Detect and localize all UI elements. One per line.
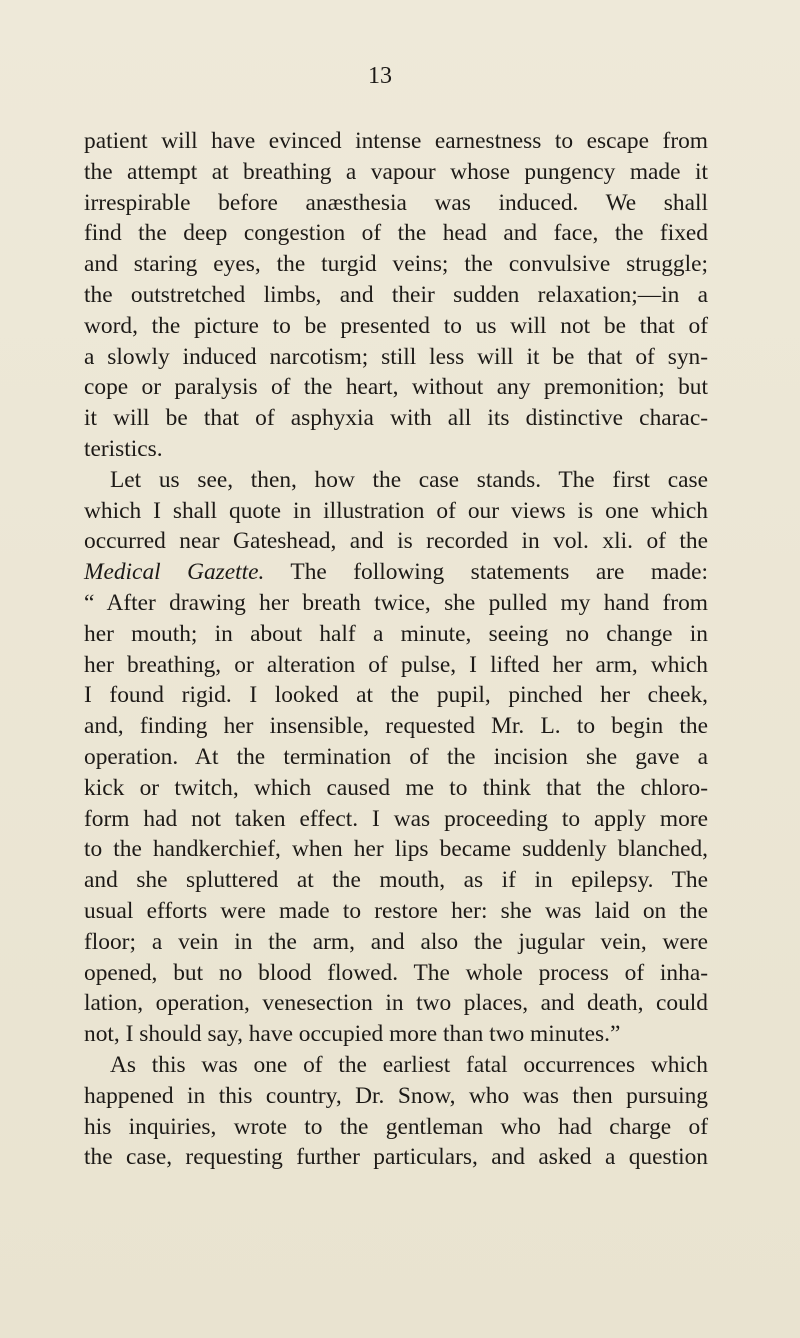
text-line: Let us see, then, how the case stands. The first case — [110, 466, 708, 493]
text-line: teristics. — [84, 435, 163, 462]
text-line: word, the picture to be presented to us will not be that of — [84, 312, 708, 339]
text-line: the outstretched limbs, and their sudden relaxation;—in a — [84, 281, 708, 308]
text-line: her breathing, or alteration of pulse, I lifted her arm, which — [84, 651, 708, 678]
text-line: her mouth; in about half a minute, seeing no change in — [84, 620, 708, 647]
text-line: operation. At the termination of the incision she gave a — [84, 743, 708, 770]
text-line-with-citation — [84, 557, 708, 588]
text-line: find the deep congestion of the head and face, the fixed — [84, 220, 708, 247]
text-line: his inquiries, wrote to the gentleman who had charge of — [84, 1113, 708, 1140]
text-line: kick or twitch, which caused me to think that the chloro- — [84, 774, 708, 801]
text-line: occurred near Gateshead, and is recorded in vol. xli. of the — [84, 528, 708, 555]
text-line: which I shall quote in illustration of our views is one which — [84, 497, 708, 524]
text-fragment: The following statements are made: — [264, 559, 708, 586]
text-line: irrespirable before anæsthesia was induced. We shall — [84, 189, 708, 216]
text-line: the attempt at breathing a vapour whose pungency made it — [84, 158, 708, 185]
body-text — [84, 126, 708, 1173]
text-line: floor; a vein in the arm, and also the jugular vein, were — [84, 928, 708, 955]
text-line: to the handkerchief, when her lips became suddenly blanched, — [84, 836, 708, 863]
text-line: and she spluttered at the mouth, as if in epilepsy. The — [84, 867, 708, 894]
text-line: a slowly induced narcotism; still less will it be that of syn- — [84, 343, 708, 370]
text-line: I found rigid. I looked at the pupil, pinched her cheek, — [84, 682, 708, 709]
page-number: 13 — [368, 63, 392, 89]
text-line: the case, requesting further particulars, and asked a question — [84, 1144, 708, 1171]
text-line: happened in this country, Dr. Snow, who was then pursuing — [84, 1082, 708, 1109]
text-line: As this was one of the earliest fatal occurrences which — [110, 1051, 708, 1078]
text-line: and, finding her insensible, requested Mr. L. to begin the — [84, 713, 708, 740]
text-line: not, I should say, have occupied more than two minutes.” — [84, 1021, 621, 1048]
text-line: it will be that of asphyxia with all its distinctive charac- — [84, 405, 708, 432]
text-line: and staring eyes, the turgid veins; the convulsive struggle; — [84, 251, 708, 278]
text-line: form had not taken effect. I was proceeding to apply more — [84, 805, 708, 832]
text-line: “ After drawing her breath twice, she pulled my hand from — [84, 589, 708, 616]
text-line: lation, operation, venesection in two places, and death, could — [84, 990, 708, 1017]
journal-title: Medical Gazette. — [84, 559, 265, 586]
text-line: usual efforts were made to restore her: she was laid on the — [84, 897, 708, 924]
text-line: opened, but no blood flowed. The whole process of inha- — [84, 959, 708, 986]
text-line: patient will have evinced intense earnestness to escape from — [84, 128, 708, 154]
text-line: cope or paralysis of the heart, without any premonition; but — [84, 374, 708, 401]
